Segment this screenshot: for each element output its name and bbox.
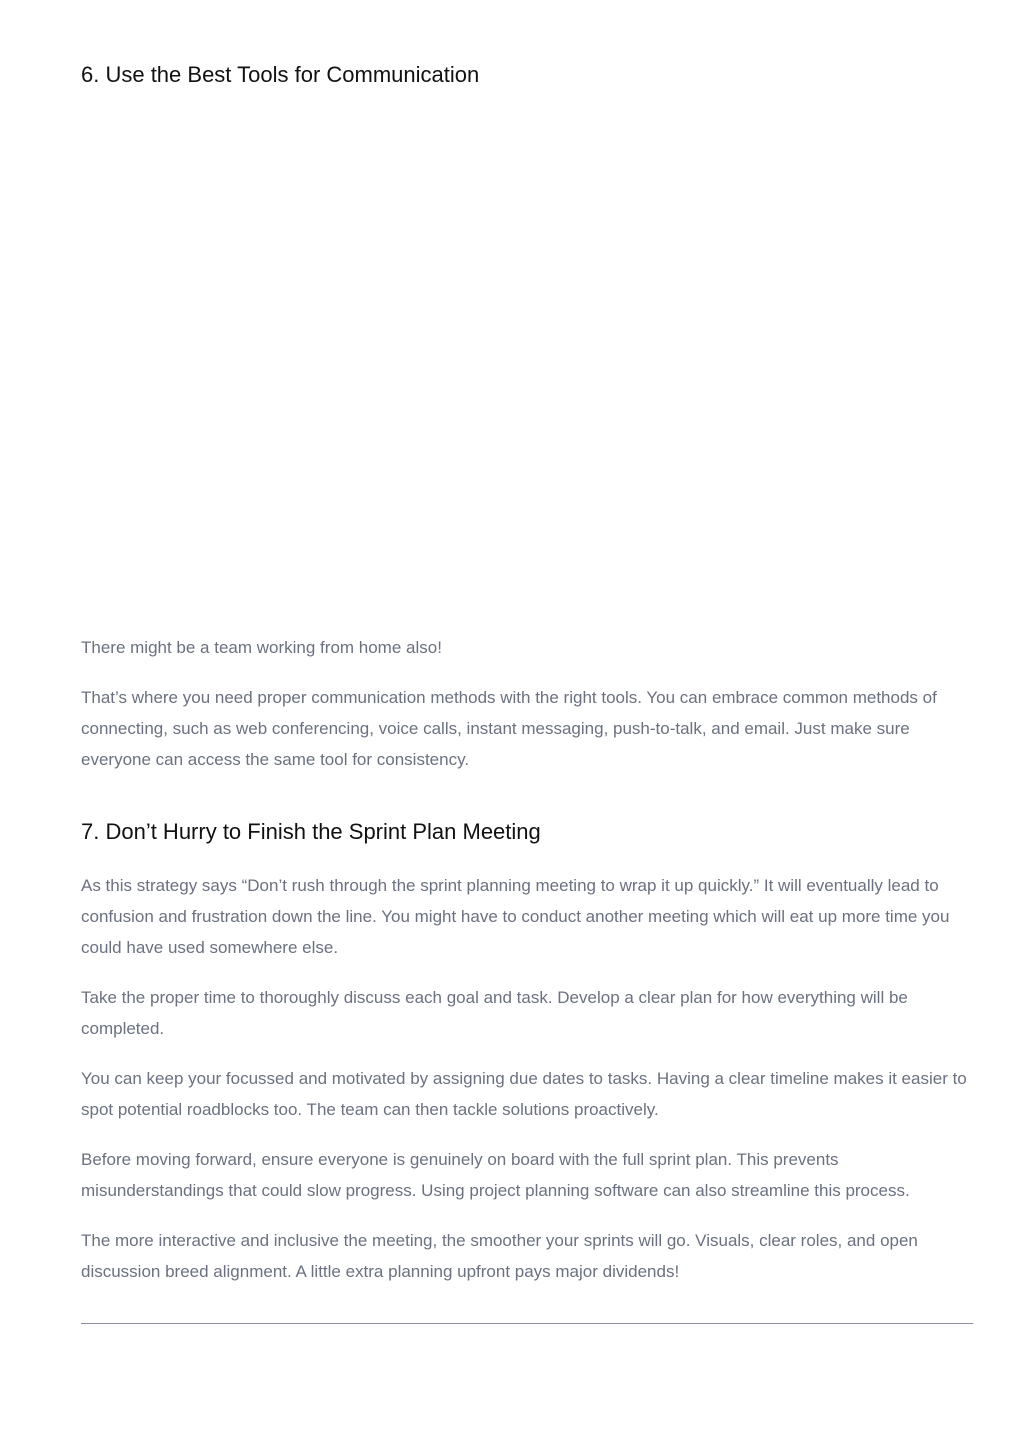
section-6-paragraph: That’s where you need proper communication methods with the right tools. You can embrace common methods of connecting, such as web conferencing, voice calls, instant messaging, push-to-talk, and email. Just make sure everyone can access the same tool for consistency. <box>81 688 937 769</box>
section-6-paragraph: There might be a team working from home also! <box>81 638 442 657</box>
section-7-paragraph: The more interactive and inclusive the meeting, the smoother your sprints will go. Visuals, clear roles, and open discussion breed alignment. A little extra planning upfront pays major dividends! <box>81 1231 918 1281</box>
section-6-body <box>81 632 973 775</box>
section-7-paragraph: Before moving forward, ensure everyone is genuinely on board with the full sprint plan. This prevents misunderstandings that could slow progress. Using project planning software can also streamline this process. <box>81 1150 910 1200</box>
section-7-heading: 7. Don’t Hurry to Finish the Sprint Plan Meeting <box>81 819 541 844</box>
section-7-body <box>81 870 973 1287</box>
section-7-paragraph: You can keep your focussed and motivated by assigning due dates to tasks. Having a clear timeline makes it easier to spot potential roadblocks too. The team can then tackle solutions proactively. <box>81 1069 967 1119</box>
horizontal-divider <box>81 1323 973 1324</box>
section-7-paragraph: Take the proper time to thoroughly discuss each goal and task. Develop a clear plan for how everything will be completed. <box>81 988 908 1038</box>
section-6-image-placeholder <box>81 100 973 620</box>
section-7-paragraph: As this strategy says “Don’t rush through the sprint planning meeting to wrap it up quickly.” It will eventually lead to confusion and frustration down the line. You might have to conduct another meeting which will eat up more time you could have used somewhere else. <box>81 876 950 957</box>
section-6-heading: 6. Use the Best Tools for Communication <box>81 62 480 87</box>
